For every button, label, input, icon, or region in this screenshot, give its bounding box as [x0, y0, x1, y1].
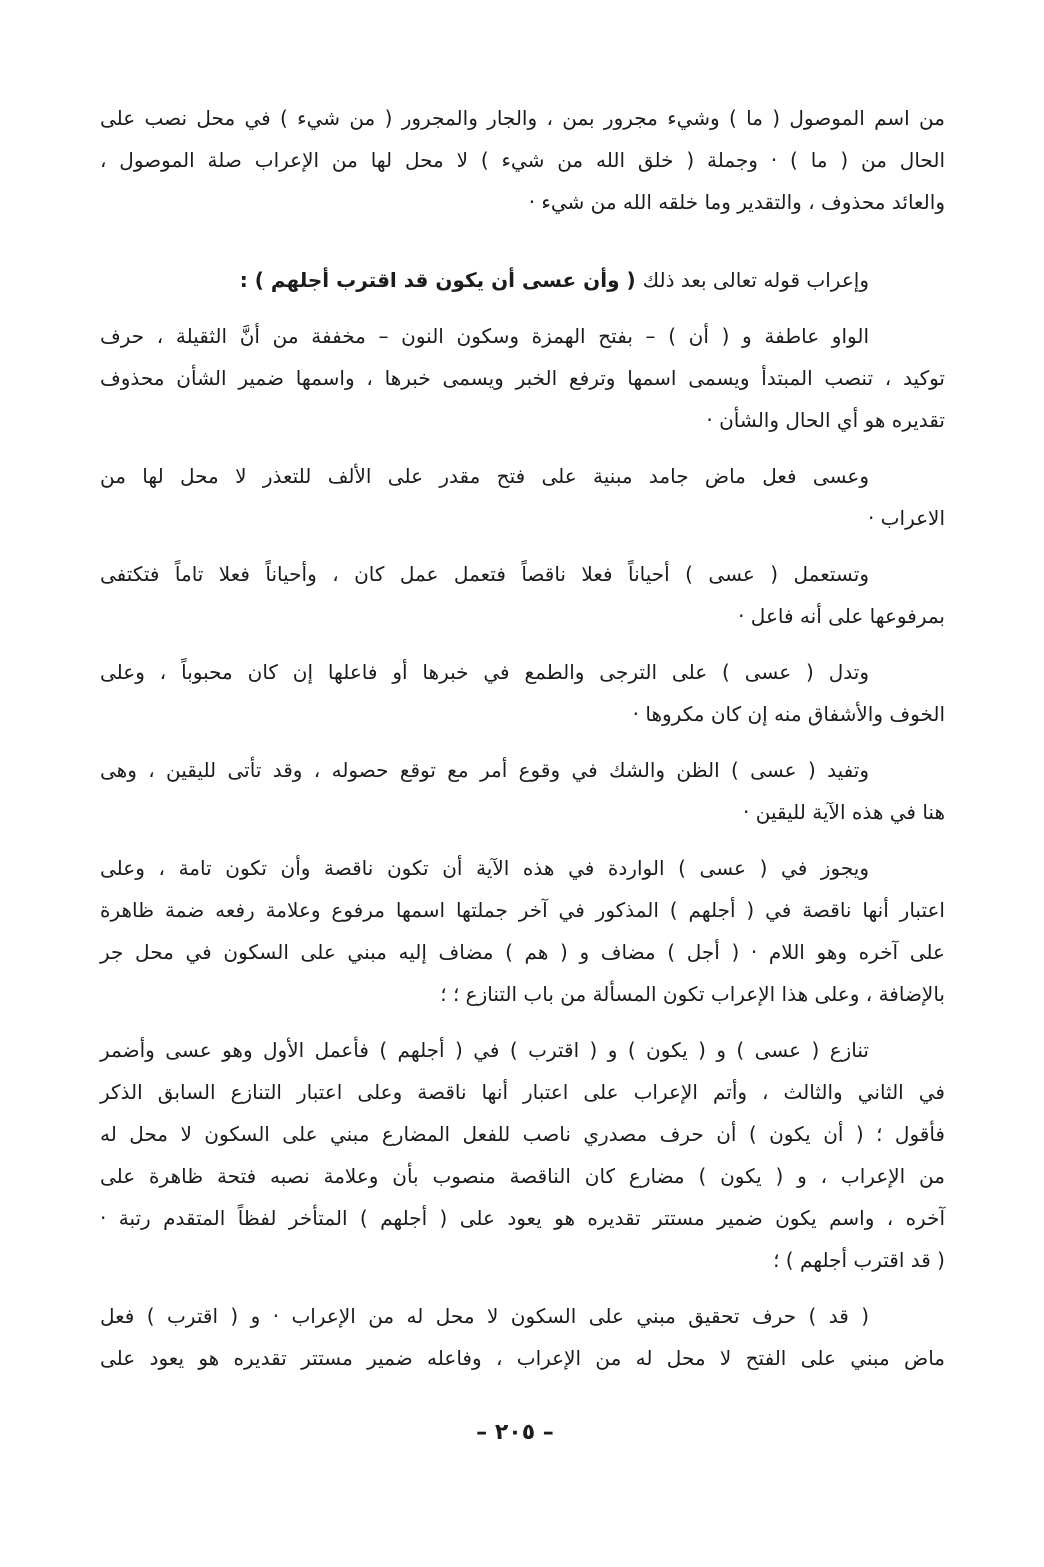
text-line: اعتبار أنها ناقصة في ( أجلهم ) المذكور في آخر جملتها اسمها مرفوع وعلامة رفعه ضمة ظاهرة [100, 898, 945, 922]
text-line [100, 259, 945, 301]
text-line: الخوف والأشفاق منه إن كان مكروها · [632, 702, 945, 726]
paragraph [100, 1029, 945, 1281]
text-line: ( قد ) حرف تحقيق مبني على السكون لا محل له من الإعراب · و ( اقترب ) فعل [100, 1304, 869, 1328]
text-line: فأقول ؛ ( أن يكون ) أن حرف مصدري ناصب للفعل المضارع مبني على السكون لا محل له [100, 1122, 945, 1146]
text-line: تقديره هو أي الحال والشأن · [706, 408, 945, 432]
paragraph [100, 97, 945, 223]
text-line: من اسم الموصول ( ما ) وشيء مجرور بمن ، والجار والمجرور ( من شيء ) في محل نصب على [100, 106, 945, 130]
heading-quran-quote: ( وأن عسى أن يكون قد اقترب أجلهم ) : [239, 268, 636, 292]
text-line: الاعراب · [867, 506, 945, 530]
text-line: وتستعمل ( عسى ) أحياناً فعلا ناقصاً فتعمل عمل كان ، وأحياناً فعلا تاماً فتكتفى [100, 562, 869, 586]
paragraph [100, 455, 945, 539]
text-line: توكيد ، تنصب المبتدأ ويسمى اسمها وترفع الخبر ويسمى خبرها ، واسمها ضمير الشأن محذوف [100, 366, 945, 390]
text-line: وتفيد ( عسى ) الظن والشك في وقوع أمر مع توقع حصوله ، وقد تأتى لليقين ، وهى [100, 758, 869, 782]
text-line: من الإعراب ، و ( يكون ) مضارع كان الناقصة منصوب بأن وعلامة نصبه فتحة ظاهرة على [100, 1164, 945, 1188]
text-line: وتدل ( عسى ) على الترجى والطمع في خبرها أو فاعلها إن كان محبوباً ، وعلى [100, 660, 869, 684]
paragraph [100, 847, 945, 1015]
text-line: بمرفوعها على أنه فاعل · [738, 604, 945, 628]
paragraph [100, 749, 945, 833]
text-line: على آخره وهو اللام · ( أجل ) مضاف و ( هم ) مضاف إليه مبني على السكون في محل جر [100, 940, 945, 964]
text-line: الحال من ( ما ) · وجملة ( خلق الله من شيء ) لا محل لها من الإعراب صلة الموصول ، [100, 148, 945, 172]
paragraph-heading [100, 259, 945, 301]
text-line: هنا في هذه الآية لليقين · [743, 800, 945, 824]
page-body [100, 97, 945, 1379]
paragraph [100, 651, 945, 735]
paragraph [100, 315, 945, 441]
text-line: وعسى فعل ماض جامد مبنية على فتح مقدر على الألف للتعذر لا محل لها من [100, 464, 869, 488]
text-line: ماض مبني على الفتح لا محل له من الإعراب ، وفاعله ضمير مستتر تقديره هو يعود على [100, 1346, 945, 1370]
paragraph [100, 553, 945, 637]
text-line: في الثاني والثالث ، وأتم الإعراب على اعتبار أنها ناقصة وعلى اعتبار التنازع السابق الذكر [100, 1080, 945, 1104]
text-line: تنازع ( عسى ) و ( يكون ) و ( اقترب ) في ( أجلهم ) فأعمل الأول وهو عسى وأضمر [100, 1038, 869, 1062]
text-line: ويجوز في ( عسى ) الواردة في هذه الآية أن تكون ناقصة وأن تكون تامة ، وعلى [100, 856, 869, 880]
text-line: الواو عاطفة و ( أن ) – بفتح الهمزة وسكون النون – مخففة من أنَّ الثقيلة ، حرف [100, 324, 869, 348]
text-line: والعائد محذوف ، والتقدير وما خلقه الله من شيء · [528, 190, 945, 214]
text-line: ( قد اقترب أجلهم ) ؛ [773, 1248, 945, 1272]
heading-lead-text: وإعراب قوله تعالى بعد ذلك [642, 268, 869, 292]
text-line: بالإضافة ، وعلى هذا الإعراب تكون المسألة من باب التنازع ؛ ؛ [440, 982, 945, 1006]
page-number: – ٢٠٥ – [476, 1420, 554, 1445]
text-line: آخره ، واسم يكون ضمير مستتر تقديره هو يعود على ( أجلهم ) المتأخر لفظاً المتقدم رتبة · [100, 1206, 945, 1230]
paragraph [100, 1295, 945, 1379]
